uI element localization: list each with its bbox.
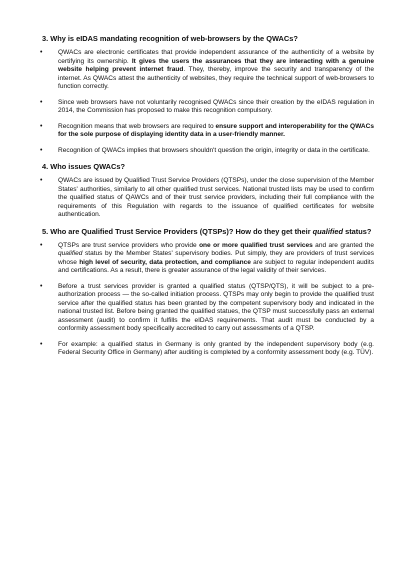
section-4 <box>36 162 374 220</box>
section-heading: 3. Why is eIDAS mandating recognition of web-browsers by the QWACs? <box>42 34 298 43</box>
bullet-icon: • <box>40 49 43 56</box>
bullet-item: • For example: a qualified status in Germany is only granted by the independent supervisory body (e.g. Federal Security Office in Germany) after auditing is completed by a conformity assessment body (e.g. TÜV). <box>40 340 374 356</box>
bullet-item: • QWACs are issued by Qualified Trust Service Providers (QTSPs), under the close supervision of the Member States' authorities, similarly to all other qualified trust services. National trusted lists may be used to confirm the qualified status of QAWCs and of their trust service providers, including their full compliance with the requirements of this Regulation with regards to the issuance of qualified certificates for website authentication. <box>40 177 374 218</box>
section-heading: 5. Who are Qualified Trust Service Providers (QTSPs)? How do they get their qualified status? <box>42 226 372 236</box>
bullet-icon: • <box>40 340 43 348</box>
bullet-list <box>36 49 374 155</box>
bullet-list <box>36 242 374 358</box>
bullet-item: • Recognition means that web browsers are required to ensure support and interoperability for the QWACs for the sole purpose of displaying identity data in a user-friendly manner. <box>40 122 374 138</box>
section-3 <box>36 34 374 155</box>
bullet-icon: • <box>40 241 43 249</box>
section-heading: 4. Who issues QWACs? <box>42 162 125 171</box>
bullet-icon: • <box>40 177 43 184</box>
bullet-icon: • <box>40 282 43 290</box>
bullet-item: • QWACs are electronic certificates that provide independent assurance of the authenticity of a website by certifying its ownership. It gives the users the assurances that they are interacting with a genuine website helping prevent internet fraud. They, thereby, improve the security and transparency of the internet. As QWACs attest the authenticity of websites, they require the technical support of web-browsers to function correctly. <box>40 49 374 90</box>
bullet-icon: • <box>40 122 43 130</box>
bullet-item: • Recognition of QWACs implies that browsers shouldn't question the origin, integrity or data in the certificate. <box>40 146 370 154</box>
bullet-item: • QTSPs are trust service providers who provide one or more qualified trust services and are granted the qualified status by the Member States' supervisory bodies. Put simply, they are providers of trust services whose high level of security, data protection, and compliance are subject to regular independent audits and certifications. As a result, there is greater assurance of the legal validity of their services. <box>40 241 375 274</box>
section-5 <box>36 227 374 358</box>
bullet-item: • Before a trust services provider is granted a qualified status (QTSP/QTS), it will be subject to a pre-authorization process — the so-called initiation process. QTSPs may only begin to provide the qualified trust service after the qualified status has been granted by the competent supervisory body and indicated in the national trusted list. Before being granted the qualified statues, the QTSP must successfully pass an external assessment (audit) to confirm it fulfills the eIDAS requirements. That audit must be conducted by a conformity assessment body specifically accredited to carry out assessments of a QTSP. <box>40 282 374 332</box>
bullet-item: • Since web browsers have not voluntarily recognised QWACs since their creation by the eIDAS regulation in 2014, the Commission has proposed to make this recognition compulsory. <box>40 98 374 114</box>
bullet-list <box>36 177 374 220</box>
bullet-icon: • <box>40 146 43 154</box>
bullet-icon: • <box>40 98 43 106</box>
